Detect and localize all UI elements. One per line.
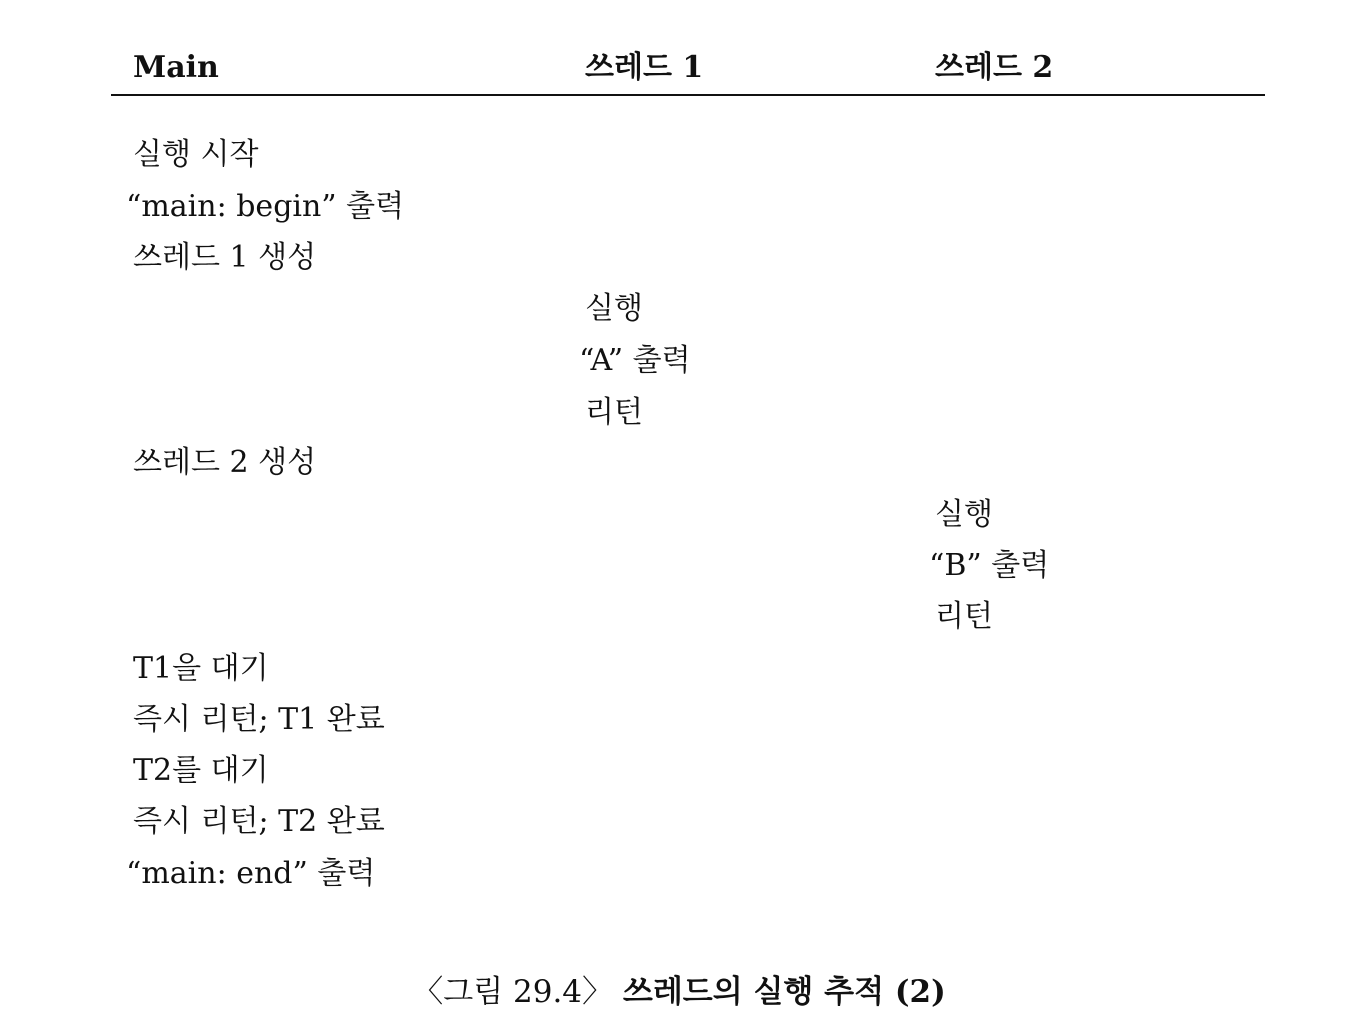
main-step: 쓰레드 2 생성 <box>133 445 317 480</box>
column-header-thread-1: 쓰레드 1 <box>585 50 704 85</box>
column-header-main: Main <box>133 50 219 85</box>
main-step: “main: begin” 출력 <box>126 189 405 224</box>
main-step: 즉시 리턴; T1 완료 <box>133 702 385 737</box>
main-step: T1을 대기 <box>133 651 269 686</box>
thread-1-step: 리턴 <box>585 395 643 430</box>
main-step: 쓰레드 1 생성 <box>133 240 317 275</box>
figure-caption <box>0 972 1358 1012</box>
main-step: 즉시 리턴; T2 완료 <box>133 804 385 839</box>
main-step: T2를 대기 <box>133 753 269 788</box>
figure-caption-title: 쓰레드의 실행 추적 (2) <box>622 974 946 1010</box>
figure-caption-label: 〈그림 29.4〉 <box>412 974 614 1010</box>
thread-2-step: 리턴 <box>935 599 993 634</box>
thread-2-step: “B” 출력 <box>929 548 1050 583</box>
column-header-thread-2: 쓰레드 2 <box>935 50 1054 85</box>
main-step: “main: end” 출력 <box>126 856 376 891</box>
thread-1-step: “A” 출력 <box>579 343 691 378</box>
thread-1-step: 실행 <box>585 291 643 326</box>
main-step: 실행 시작 <box>133 137 259 172</box>
thread-2-step: 실행 <box>935 497 993 532</box>
